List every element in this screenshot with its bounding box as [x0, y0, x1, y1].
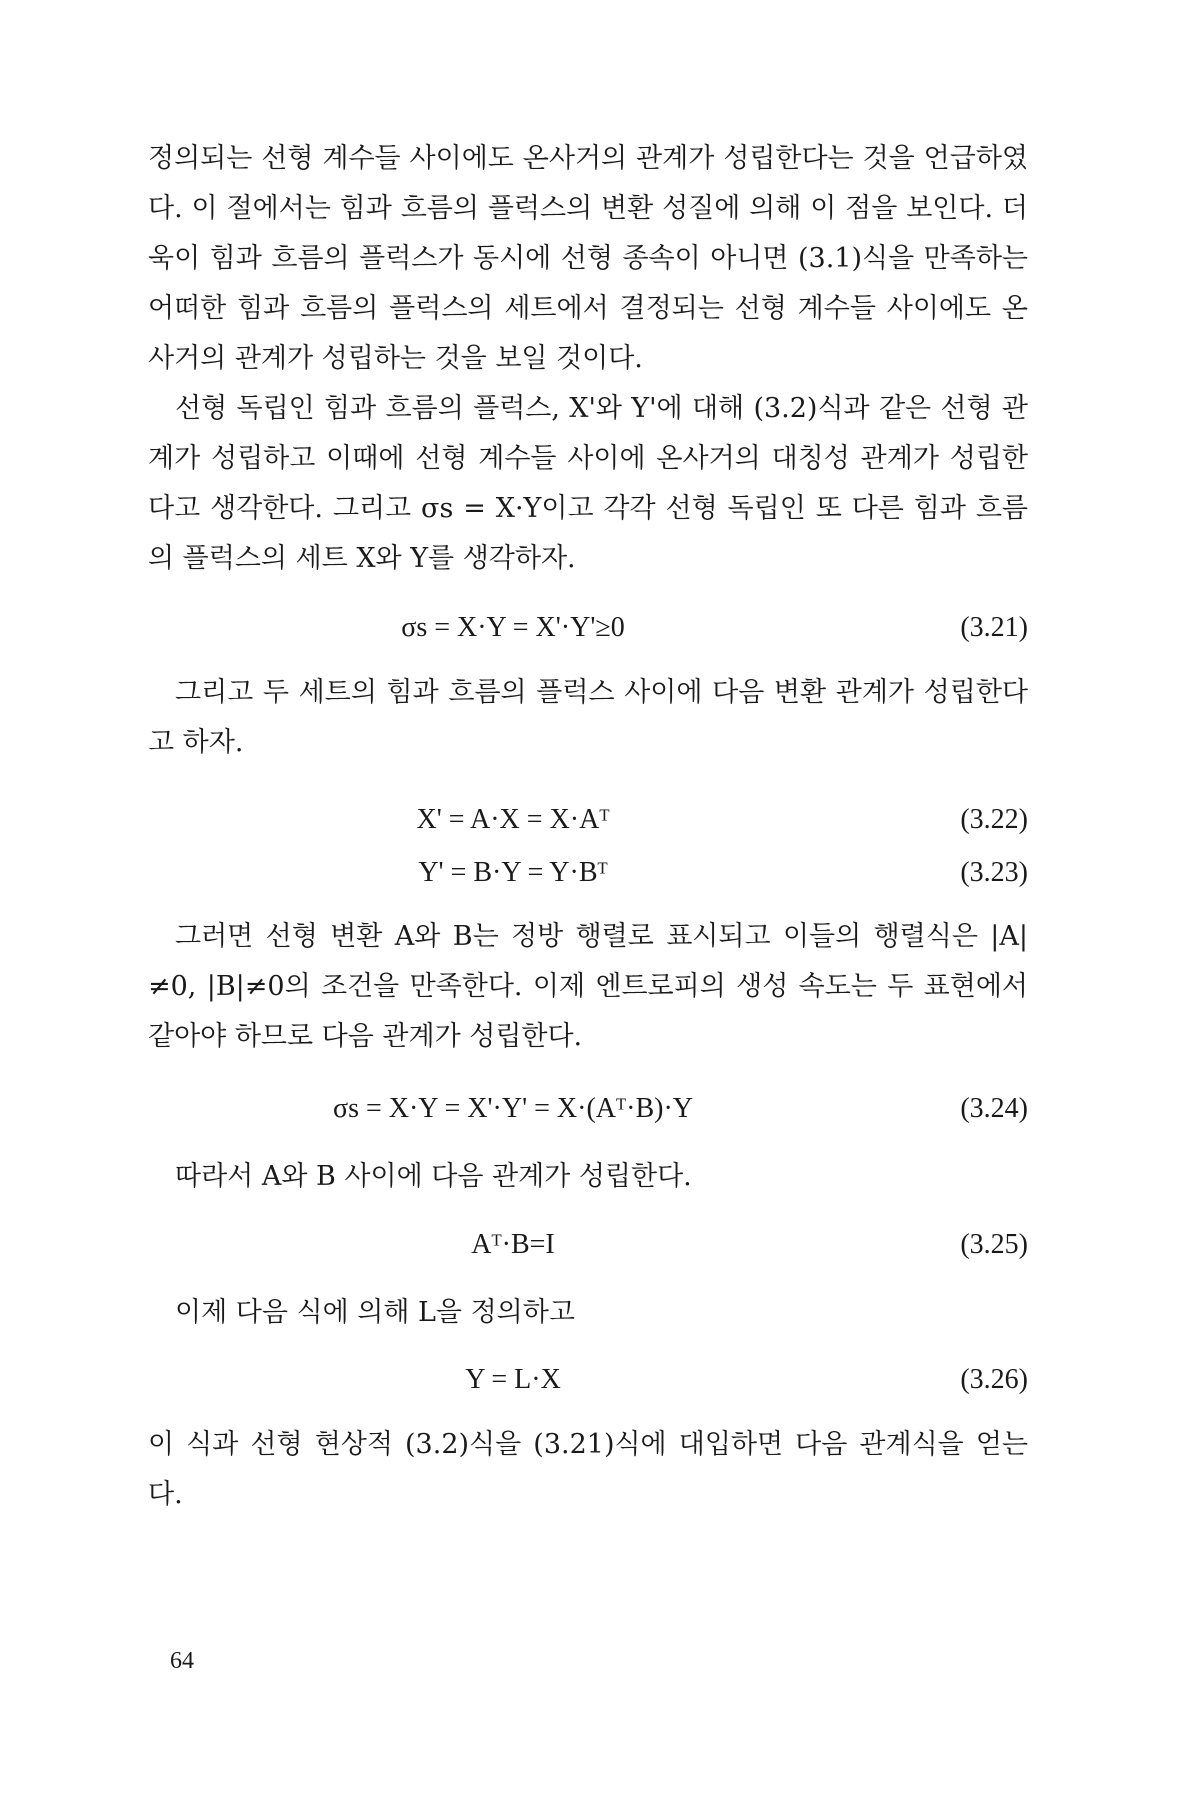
- equation-3-24: [148, 1084, 1028, 1134]
- equation-formula: σs = X·Y = X'·Y' = X·(Aᵀ·B)·Y: [332, 1093, 694, 1124]
- paragraph-1: 정의되는 선형 계수들 사이에도 온사거의 관계가 성립한다는 것을 언급하였다. 이 절에서는 힘과 흐름의 플럭스의 변환 성질에 의해 이 점을 보인다. 더욱이 힘과 흐름의 플럭스가 동시에 선형 종속이 아니면 (3.1)식을 만족하는 어떠한 힘과 흐름의 플럭스의 세트에서 결정되는 선형 계수들 사이에도 온사거의 관계가 성립하는 것을 보일 것이다.: [148, 143, 1028, 374]
- paragraph-2: 선형 독립인 힘과 흐름의 플럭스, X'와 Y'에 대해 (3.2)식과 같은 선형 관계가 성립하고 이때에 선형 계수들 사이에 온사거의 대칭성 관계가 성립한다고 생각한다. 그리고 σs = X·Y이고 각각 선형 독립인 또 다른 힘과 흐름의 플럭스의 세트 X와 Y를 생각하자.: [148, 393, 1028, 574]
- equation-3-25: [148, 1220, 1028, 1270]
- equation-number: (3.25): [960, 1229, 1028, 1260]
- paragraph-5-block: [148, 1152, 1028, 1202]
- equation-3-23: [148, 848, 1028, 898]
- paragraph-continued: [148, 134, 1028, 584]
- paragraph-4-block: [148, 912, 1028, 1062]
- equation-formula: Y = L·X: [465, 1364, 561, 1395]
- equation-number: (3.23): [960, 857, 1028, 888]
- equation-formula: X' = A·X = X·Aᵀ: [416, 804, 610, 835]
- paragraph-7: 이 식과 선형 현상적 (3.2)식을 (3.21)식에 대입하면 다음 관계식을 얻는다.: [148, 1429, 1028, 1510]
- equation-number: (3.21): [960, 612, 1028, 643]
- equation-formula: Y' = B·Y = Y·Bᵀ: [418, 857, 608, 888]
- equation-3-21: [148, 603, 1028, 653]
- paragraph-4: 그러면 선형 변환 A와 B는 정방 행렬로 표시되고 이들의 행렬식은 |A|≠0, |B|≠0의 조건을 만족한다. 이제 엔트로피의 생성 속도는 두 표현에서 같아야 하므로 다음 관계가 성립한다.: [148, 921, 1028, 1052]
- equation-3-26: [148, 1355, 1028, 1405]
- paragraph-7-block: [148, 1420, 1028, 1520]
- page-number: 64: [170, 1648, 194, 1674]
- equation-3-22: [148, 795, 1028, 845]
- paragraph-3-block: [148, 668, 1028, 768]
- equation-number: (3.26): [960, 1364, 1028, 1395]
- equation-formula: σs = X·Y = X'·Y'≥0: [401, 612, 625, 643]
- equation-number: (3.24): [960, 1093, 1028, 1124]
- paragraph-6: 이제 다음 식에 의해 L을 정의하고: [175, 1297, 575, 1328]
- equation-formula: Aᵀ·B=I: [471, 1229, 555, 1260]
- equation-number: (3.22): [960, 804, 1028, 835]
- paragraph-5: 따라서 A와 B 사이에 다음 관계가 성립한다.: [175, 1161, 692, 1192]
- paragraph-3: 그리고 두 세트의 힘과 흐름의 플럭스 사이에 다음 변환 관계가 성립한다고 하자.: [148, 677, 1028, 758]
- paragraph-6-block: [148, 1288, 1028, 1338]
